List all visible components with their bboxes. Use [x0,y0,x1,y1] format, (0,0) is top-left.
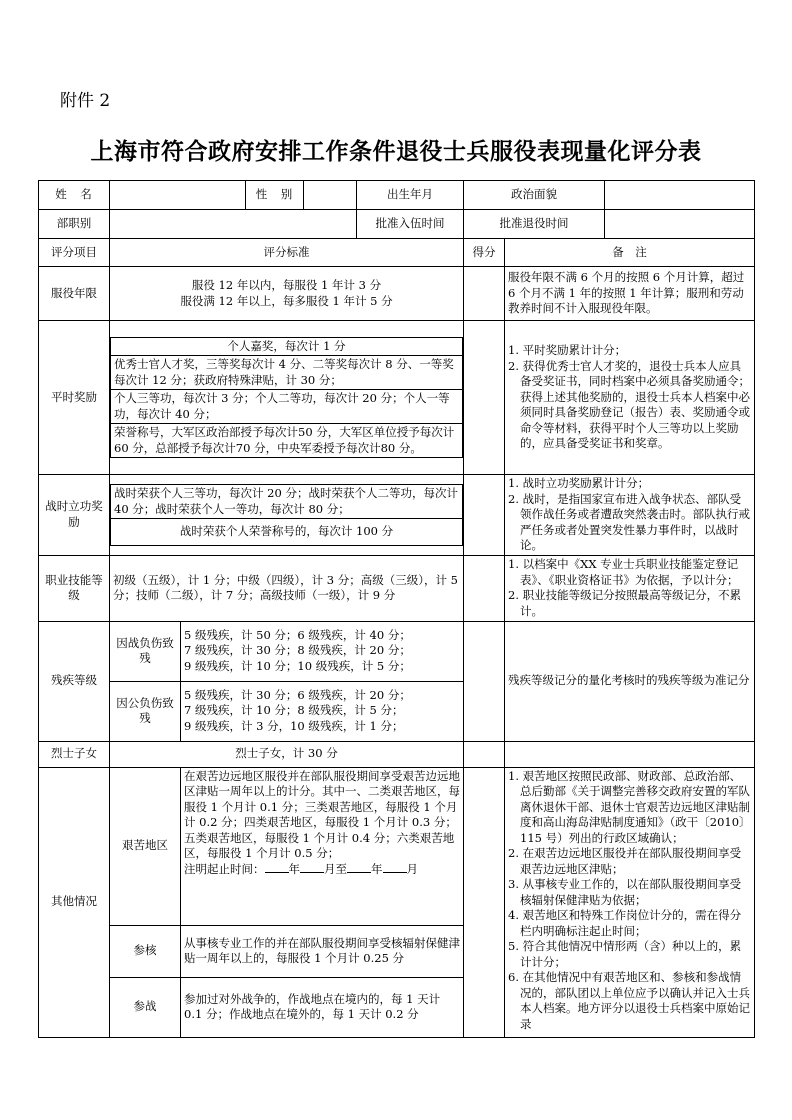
wartime-row [39,475,755,556]
peacetime-remark-item: 2. 获得优秀士官人才奖的，退役士兵本人应具备受奖证书，同时档案中必须具备奖励通令；获得上述其他奖励的，退役士兵本人档案中必须同时具备奖励登记（报告）表、奖励通令或命令等材料，获得平时个人三等功以上奖励的，应具备受奖证书和奖章。 [508,358,750,451]
wartime-standard-item: 战时荣获个人三等功，每次计 20 分；战时荣获个人二等功，每次计 40 分；战时荣获个人一等功，每次计 80 分； [111,485,463,519]
skill-remark-item: 2. 职业技能等级记分按照最高等级记分，不累计。 [508,588,742,618]
political-label: 政治面貌 [464,181,605,210]
peacetime-label: 平时奖励 [39,321,110,475]
disability-label: 残疾等级 [39,621,110,741]
peacetime-standard-item: 个人嘉奖，每次计 1 分 [111,337,463,356]
gender-label: 性 别 [246,181,304,210]
name-value[interactable] [110,181,246,210]
hardship-text: 在艰苦边远地区服役并在部队服役期间享受艰苦边远地区津贴一周年以上的计分。其中一、二类艰苦地区，每服役 1 个月计 0.1 分；三类艰苦地区，每服役 1 个月计 0.2 分；四类艰苦地区，每服役 1 个月计 0.3 分；五类艰苦地区，每服役 1 个月计 0.4 分；六类艰苦地区，每服役 1 个月计 0.5 分； [184,768,460,860]
service-years-standard-line: 服役 12 年以内，每服役 1 年计 3 分 [191,278,382,292]
other-remark-item: 5. 符合其他情况中情形两（含）种以上的，累计计分； [508,939,742,969]
column-header-row [39,239,755,267]
col-remark-header: 备 注 [505,239,755,267]
disability-war-label: 因战负伤致残 [110,621,181,681]
wartime-remark-item: 2. 战时，是指国家宣布进入战争状态、部队受领作战任务或者遭敌突然袭击时。部队执行戒严任务或者处置突发性暴力事件时，以战时论。 [508,491,750,552]
peacetime-standard-list [110,337,463,459]
name-label: 姓 名 [39,181,110,210]
peacetime-score[interactable] [464,321,505,475]
other-score[interactable] [464,767,505,1037]
disability-duty-line: 7 级残疾，计 10 分；8 级残疾，计 5 分； [184,703,404,718]
peacetime-remark-item: 1. 平时奖励累计计分； [508,343,627,358]
disability-war-line: 5 级残疾，计 50 分；6 级残疾，计 40 分； [184,627,411,642]
other-remark [505,767,755,1037]
score-form-table [38,180,755,1038]
info-row-2 [39,210,755,239]
period-prefix: 注明起止时间： [184,861,265,876]
skill-score[interactable] [464,555,505,621]
period-year-label: 年 [371,861,383,876]
martyr-score[interactable] [464,741,505,767]
disability-duty-line: 5 级残疾，计 30 分；6 级残疾，计 20 分； [184,687,411,702]
political-value[interactable] [605,181,755,210]
other-label: 其他情况 [39,767,110,1037]
other-remark-item: 1. 艰苦地区按照民政部、财政部、总政治部、总后勤部《关于调整完善移交政府安置的军队离休退休干部、退休士官艰苦边远地区津贴制度和高山海岛津贴制度通知》（政干〔2010〕115 号）列出的行政区域确认； [508,768,751,845]
service-years-row [39,267,755,321]
birth-label: 出生年月 [357,181,464,210]
period-start-month-field[interactable] [300,862,324,873]
period-end-year-field[interactable] [347,862,371,873]
war-participation-standard: 参加过对外战争的，作战地点在境内的，每 1 天计 0.1 分；作战地点在境外的，每 1 天计 0.2 分 [181,977,464,1037]
disability-war-standard [181,621,464,681]
peacetime-standard-item: 优秀士官人才奖，三等奖每次计 4 分、二等奖每次计 8 分、一等奖每次计 12 分；获政府特殊津贴，计 30 分； [111,356,463,390]
col-standard-header: 评分标准 [110,239,464,267]
discharge-label: 批准退役时间 [464,210,605,239]
peacetime-standard-item: 个人三等功，每次计 3 分；个人二等功，每次计 20 分；个人一等功，每次计 40 分； [111,390,463,424]
enlist-label: 批准入伍时间 [357,210,464,239]
page-title: 上海市符合政府安排工作条件退役士兵服役表现量化评分表 [90,138,702,165]
wartime-standard [110,475,464,556]
service-years-standard [110,267,464,321]
peacetime-row [39,321,755,475]
nuclear-label: 参核 [110,925,181,977]
other-hardship-row [39,767,755,925]
other-remark-item: 4. 艰苦地区和特殊工作岗位计分的，需在得分栏内明确标注起止时间； [508,908,742,938]
discharge-value[interactable] [605,210,755,239]
skill-label: 职业技能等级 [39,555,110,621]
martyr-standard: 烈士子女，计 30 分 [110,741,464,767]
disability-duty-standard [181,681,464,741]
disability-war-row [39,621,755,681]
period-end-month-field[interactable] [383,862,407,873]
attachment-label: 附件 2 [60,91,111,111]
wartime-remark-item: 1. 战时立功奖励累计计分； [508,476,650,490]
service-years-standard-line: 服役满 12 年以上，每多服役 1 年计 5 分 [180,293,393,308]
war-participation-label: 参战 [110,977,181,1037]
period-start-year-field[interactable] [265,862,289,873]
wartime-label: 战时立功奖励 [39,475,110,556]
disability-war-line: 9 级残疾，计 10 分；10 级残疾，计 5 分； [184,658,411,673]
wartime-score[interactable] [464,475,505,556]
service-years-remark: 服役年限不满 6 个月的按照 6 个月计算，超过 6 个月不满 1 年的按照 1 年计算；服刑和劳动教养时间不计入服现役年限。 [505,267,755,321]
info-row-1 [39,181,755,210]
period-month-label: 月 [406,861,418,876]
skill-standard: 初级（五级），计 1 分；中级（四级），计 3 分；高级（三级），计 5 分；技师（二级），计 7 分；高级技师（一级），计 9 分 [110,555,464,621]
disability-war-line: 7 级残疾，计 30 分；8 级残疾，计 20 分； [184,643,411,658]
peacetime-standard-item: 荣誉称号，大军区政治部授予每次计50 分，大军区单位授予每次计60 分，总部授予每次计70 分，中央军委授予每次计80 分。 [111,424,463,458]
skill-remark [505,555,755,621]
other-remark-item: 2. 在艰苦边远地区服役并在部队服役期间享受艰苦边远地区津贴； [508,846,742,876]
other-remark-item: 3. 从事核专业工作的，以在部队服役期间享受核辐射保健津贴为依据； [508,877,742,907]
wartime-remark [505,475,755,556]
period-year-label: 年 [288,861,300,876]
period-to-label: 月至 [324,861,347,876]
nuclear-standard: 从事核专业工作的并在部队服役期间享受核辐射保健津贴一周年以上的，每服役 1 个月计 0.25 分 [181,925,464,977]
col-score-header: 得分 [464,239,505,267]
hardship-standard [181,767,464,925]
unit-value[interactable] [110,210,357,239]
disability-remark: 残疾等级记分的量化考核时的残疾等级为准记分 [505,621,755,741]
col-item-header: 评分项目 [39,239,110,267]
wartime-standard-item: 战时荣获个人荣誉称号的，每次计 100 分 [111,519,463,546]
disability-duty-line: 9 级残疾，计 3 分，10 级残疾，计 1 分； [184,718,404,733]
skill-row [39,555,755,621]
disability-duty-label: 因公负伤致残 [110,681,181,741]
service-years-label: 服役年限 [39,267,110,321]
unit-label: 部职别 [39,210,110,239]
martyr-row [39,741,755,767]
gender-value[interactable] [304,181,357,210]
wartime-standard-list [110,484,463,546]
peacetime-remark [505,321,755,475]
other-remark-item: 6. 在其他情况中有艰苦地区和、参核和参战情况的，部队团以上单位应予以确认并记入士兵本人档案。地方评分以退役士兵档案中原始记录 [508,970,750,1031]
hardship-period [184,862,460,878]
skill-remark-item: 1. 以档案中《XX 专业士兵职业技能鉴定登记表》、《职业资格证书》为依据，予以计分； [508,557,739,587]
peacetime-standard [110,321,464,475]
martyr-remark [505,741,755,767]
service-years-score[interactable] [464,267,505,321]
martyr-label: 烈士子女 [39,741,110,767]
disability-score[interactable] [464,621,505,741]
hardship-label: 艰苦地区 [110,767,181,925]
